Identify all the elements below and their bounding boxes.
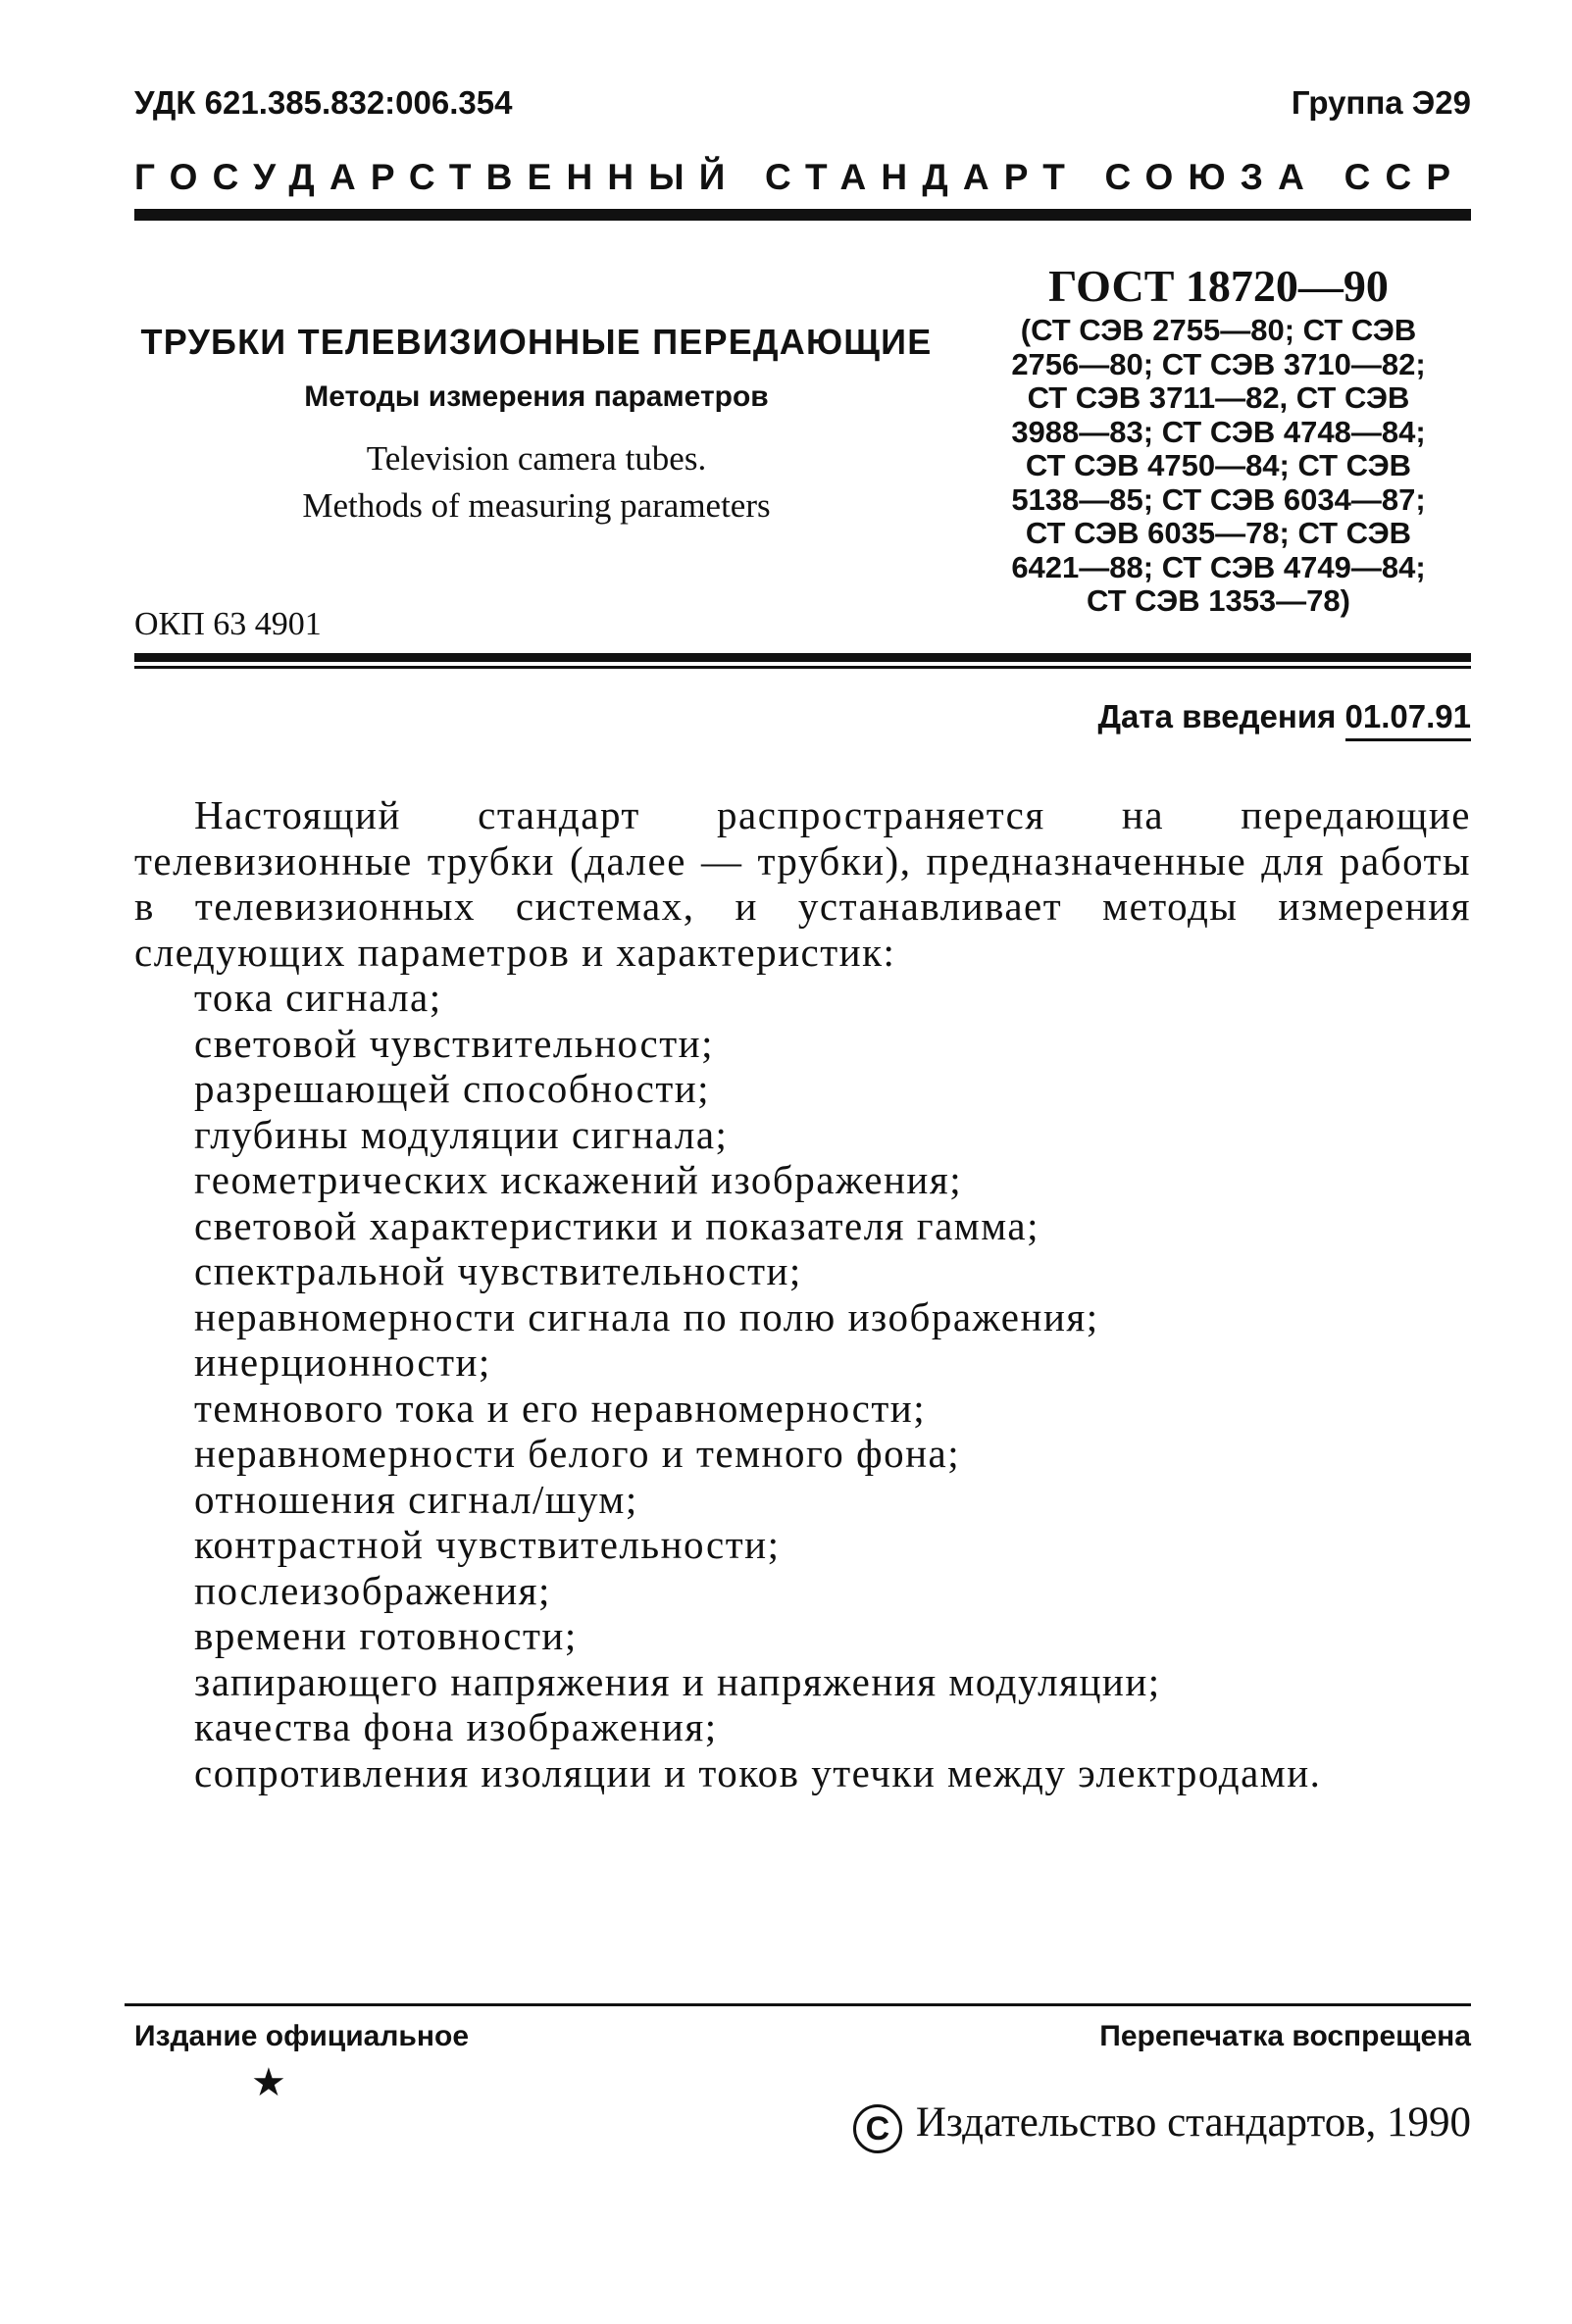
star-icon: ★ [251, 2060, 286, 2104]
intro-paragraph [134, 792, 1471, 975]
list-item: спектральной чувствительности; [194, 1248, 802, 1293]
list-item: отношения сигнал/шум; [194, 1476, 638, 1522]
list-item: инерционности; [194, 1339, 491, 1385]
gost-number: ГОСТ 18720—90 [1048, 261, 1389, 311]
list-item: геометрических искажений изображения; [194, 1157, 963, 1202]
list-item: неравномерности белого и темного фона; [194, 1431, 961, 1476]
title-english-line: Methods of measuring parameters [302, 486, 771, 525]
document-title: ТРУБКИ ТЕЛЕВИЗИОННЫЕ ПЕРЕДАЮЩИЕ [140, 322, 933, 362]
list-item: сопротивления изоляции и токов утечки между электродами. [194, 1749, 1322, 1795]
okp-code: ОКП 63 4901 [134, 606, 322, 642]
gost-equivalent-line: СТ СЭВ 3711—82, СТ СЭВ [1027, 380, 1410, 415]
title-thick-rule [134, 653, 1471, 662]
document-subtitle: Методы измерения параметров [304, 380, 769, 413]
gost-equivalent-line: СТ СЭВ 6035—78; СТ СЭВ [1025, 516, 1412, 550]
title-thin-rule [134, 666, 1471, 669]
list-item: запирающего напряжения и напряжения модуляции; [194, 1658, 1161, 1704]
gost-block [966, 259, 1471, 619]
list-item: неравномерности сигнала по полю изображения; [194, 1293, 1099, 1339]
gost-equivalent-line: 2756—80; СТ СЭВ 3710—82; [1011, 346, 1426, 381]
copyright-icon: С [853, 2104, 902, 2153]
list-item: послеизображения; [194, 1567, 551, 1613]
udk-code: УДК 621.385.832:006.354 [134, 84, 513, 121]
list-item: световой чувствительности; [194, 1020, 714, 1066]
gost-equivalent-line: СТ СЭВ 4750—84; СТ СЭВ [1025, 448, 1412, 482]
gost-equivalent-line: 5138—85; СТ СЭВ 6034—87; [1011, 481, 1426, 517]
gost-equivalent-line: 3988—83; СТ СЭВ 4748—84; [1011, 414, 1426, 449]
list-item: световой характеристики и показателя гамма; [194, 1202, 1040, 1248]
list-item: глубины модуляции сигнала; [194, 1111, 729, 1157]
header-thick-rule [134, 209, 1471, 221]
list-item: тока сигнала; [194, 975, 442, 1020]
reprint-prohibited-note: Перепечатка воспрещена [1099, 2020, 1471, 2052]
title-english-line: Television camera tubes. [366, 439, 707, 478]
parameter-list [194, 975, 1469, 1795]
list-item: времени готовности; [194, 1613, 578, 1658]
gost-equivalents [966, 314, 1471, 619]
footer-rule [125, 2003, 1471, 2006]
publisher-text: Издательство стандартов, 1990 [915, 2099, 1471, 2146]
list-item: разрешающей способности; [194, 1066, 711, 1111]
official-edition-note: Издание официальное [134, 2020, 470, 2052]
document-title-english [134, 435, 938, 530]
gost-equivalent-line: 6421—88; СТ СЭВ 4749—84; [1011, 549, 1426, 584]
state-standard-heading: ГОСУДАРСТВЕННЫЙ СТАНДАРТ СОЮЗА ССР [134, 157, 1466, 197]
intro-date-label: Дата введения [1097, 698, 1337, 734]
publisher-line [853, 2098, 1471, 2153]
list-item: контрастной чувствительности; [194, 1522, 781, 1567]
title-block [134, 322, 938, 530]
list-item: темнового тока и его неравномерности; [194, 1385, 927, 1431]
intro-date [1098, 698, 1471, 735]
group-code: Группа Э29 [1291, 84, 1471, 121]
gost-equivalent-line: СТ СЭВ 1353—78) [1087, 583, 1350, 618]
gost-equivalent-line: (СТ СЭВ 2755—80; СТ СЭВ [1020, 313, 1417, 347]
intro-date-value: 01.07.91 [1345, 698, 1471, 741]
list-item: качества фона изображения; [194, 1704, 718, 1749]
intro-paragraph-text: Настоящий стандарт распространяется на передающие телевизионные трубки (далее — трубки), предназначенные для работы в телевизионных системах, и устанавливает методы измерения следующих параметров и характеристик: [134, 792, 1471, 975]
